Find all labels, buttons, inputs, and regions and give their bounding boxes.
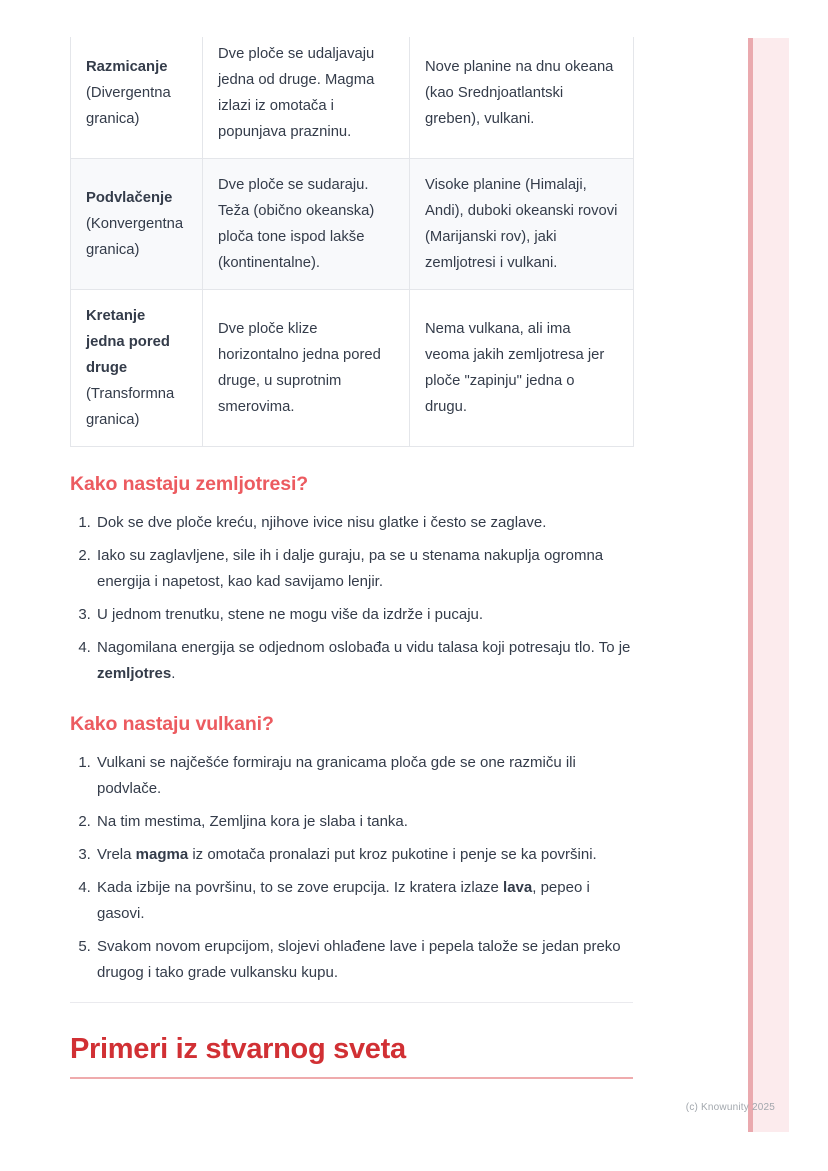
- text: (Transformna granica): [86, 386, 175, 428]
- text: Dok se dve ploče kreću, njihove ivice nisu glatke i često se zaglave.: [97, 514, 547, 531]
- text: Iako su zaglavljene, sile ih i dalje guraju, pa se u stenama nakuplja ogromna energija i napetost, kao kad savijamo lenjir.: [97, 547, 604, 590]
- text: Na tim mestima, Zemljina kora je slaba i tanka.: [97, 813, 408, 830]
- sections-root: [70, 473, 633, 986]
- boundary-name-cell: [71, 37, 203, 159]
- numbered-list: [70, 750, 633, 986]
- bold-text: Kretanje jedna pored druge: [86, 308, 170, 376]
- bold-text: lava: [503, 879, 533, 896]
- text: U jednom trenutku, stene ne mogu više da izdrže i pucaju.: [97, 606, 484, 623]
- list-item: [95, 750, 633, 802]
- text: (Divergentna granica): [86, 85, 171, 127]
- process-cell: [203, 290, 410, 447]
- process-cell: [203, 37, 410, 159]
- list-item: [95, 602, 633, 628]
- list-item: [95, 809, 633, 835]
- text: iz omotača pronalazi put kroz pukotine i penje se ka površini.: [188, 846, 597, 863]
- section-heading: Kako nastaju vulkani?: [70, 713, 274, 735]
- result-cell: [410, 290, 634, 447]
- table-row: [71, 159, 634, 290]
- text: Dve ploče se udaljavaju jedna od druge. Magma izlazi iz omotača i popunjava prazninu.: [218, 46, 375, 140]
- text: Nagomilana energija se odjednom oslobađa u vidu talasa koji potresaju tlo. To je: [97, 639, 631, 656]
- bold-text: zemljotres: [97, 665, 172, 682]
- result-cell: [410, 159, 634, 290]
- title-underline: [70, 1077, 633, 1079]
- section-heading: Kako nastaju zemljotresi?: [70, 473, 309, 495]
- text: .: [171, 665, 176, 682]
- numbered-list: [70, 510, 633, 687]
- result-cell: [410, 37, 634, 159]
- text: (Konvergentna granica): [86, 216, 184, 258]
- bold-text: Razmicanje: [86, 59, 168, 75]
- process-cell: [203, 159, 410, 290]
- boundary-name-cell: [71, 290, 203, 447]
- bold-text: Podvlačenje: [86, 190, 173, 206]
- text: Visoke planine (Himalaji, Andi), duboki okeanski rovovi (Marijanski rov), jaki zemljotresi i vulkani.: [425, 177, 618, 271]
- text: Kada izbije na površinu, to se zove erupcija. Iz kratera izlaze: [97, 879, 504, 896]
- text: Nema vulkana, ali ima veoma jakih zemljotresa jer ploče "zapinju" jedna o drugu.: [425, 321, 605, 415]
- list-item: [95, 635, 633, 687]
- copyright-note: (c) Knowunity 2025: [685, 1102, 775, 1113]
- list-item: [95, 510, 633, 536]
- text: Vulkani se najčešće formiraju na granicama ploča gde se one razmiču ili podvlače.: [97, 754, 576, 797]
- list-item: [95, 543, 633, 595]
- list-item: [95, 875, 633, 927]
- boundary-name-cell: [71, 159, 203, 290]
- plate-boundaries-table-body: [71, 37, 634, 447]
- table-row: [71, 37, 634, 159]
- text: Vrela: [97, 846, 136, 863]
- text: Svakom novom erupcijom, slojevi ohlađene lave i pepela talože se jedan preko drugog i tako grade vulkansku kupu.: [97, 938, 621, 981]
- bold-text: magma: [135, 846, 189, 863]
- bookmark-ribbon: [748, 38, 789, 1132]
- table-row: [71, 290, 634, 447]
- text: Nove planine na dnu okeana (kao Srednjoatlantski greben), vulkani.: [425, 59, 614, 127]
- text: Dve ploče klize horizontalno jedna pored druge, u suprotnim smerovima.: [218, 321, 381, 415]
- page-title: Primeri iz stvarnog sveta: [70, 1033, 406, 1065]
- page-content: [70, 37, 633, 1079]
- list-item: [95, 842, 633, 868]
- list-item: [95, 934, 633, 986]
- section-divider: [70, 1002, 633, 1003]
- text: , pepeo i gasovi.: [97, 879, 590, 922]
- text: Dve ploče se sudaraju. Teža (obično okeanska) ploča tone ispod lakše (kontinentalne).: [218, 177, 375, 271]
- plate-boundaries-table: [70, 37, 634, 447]
